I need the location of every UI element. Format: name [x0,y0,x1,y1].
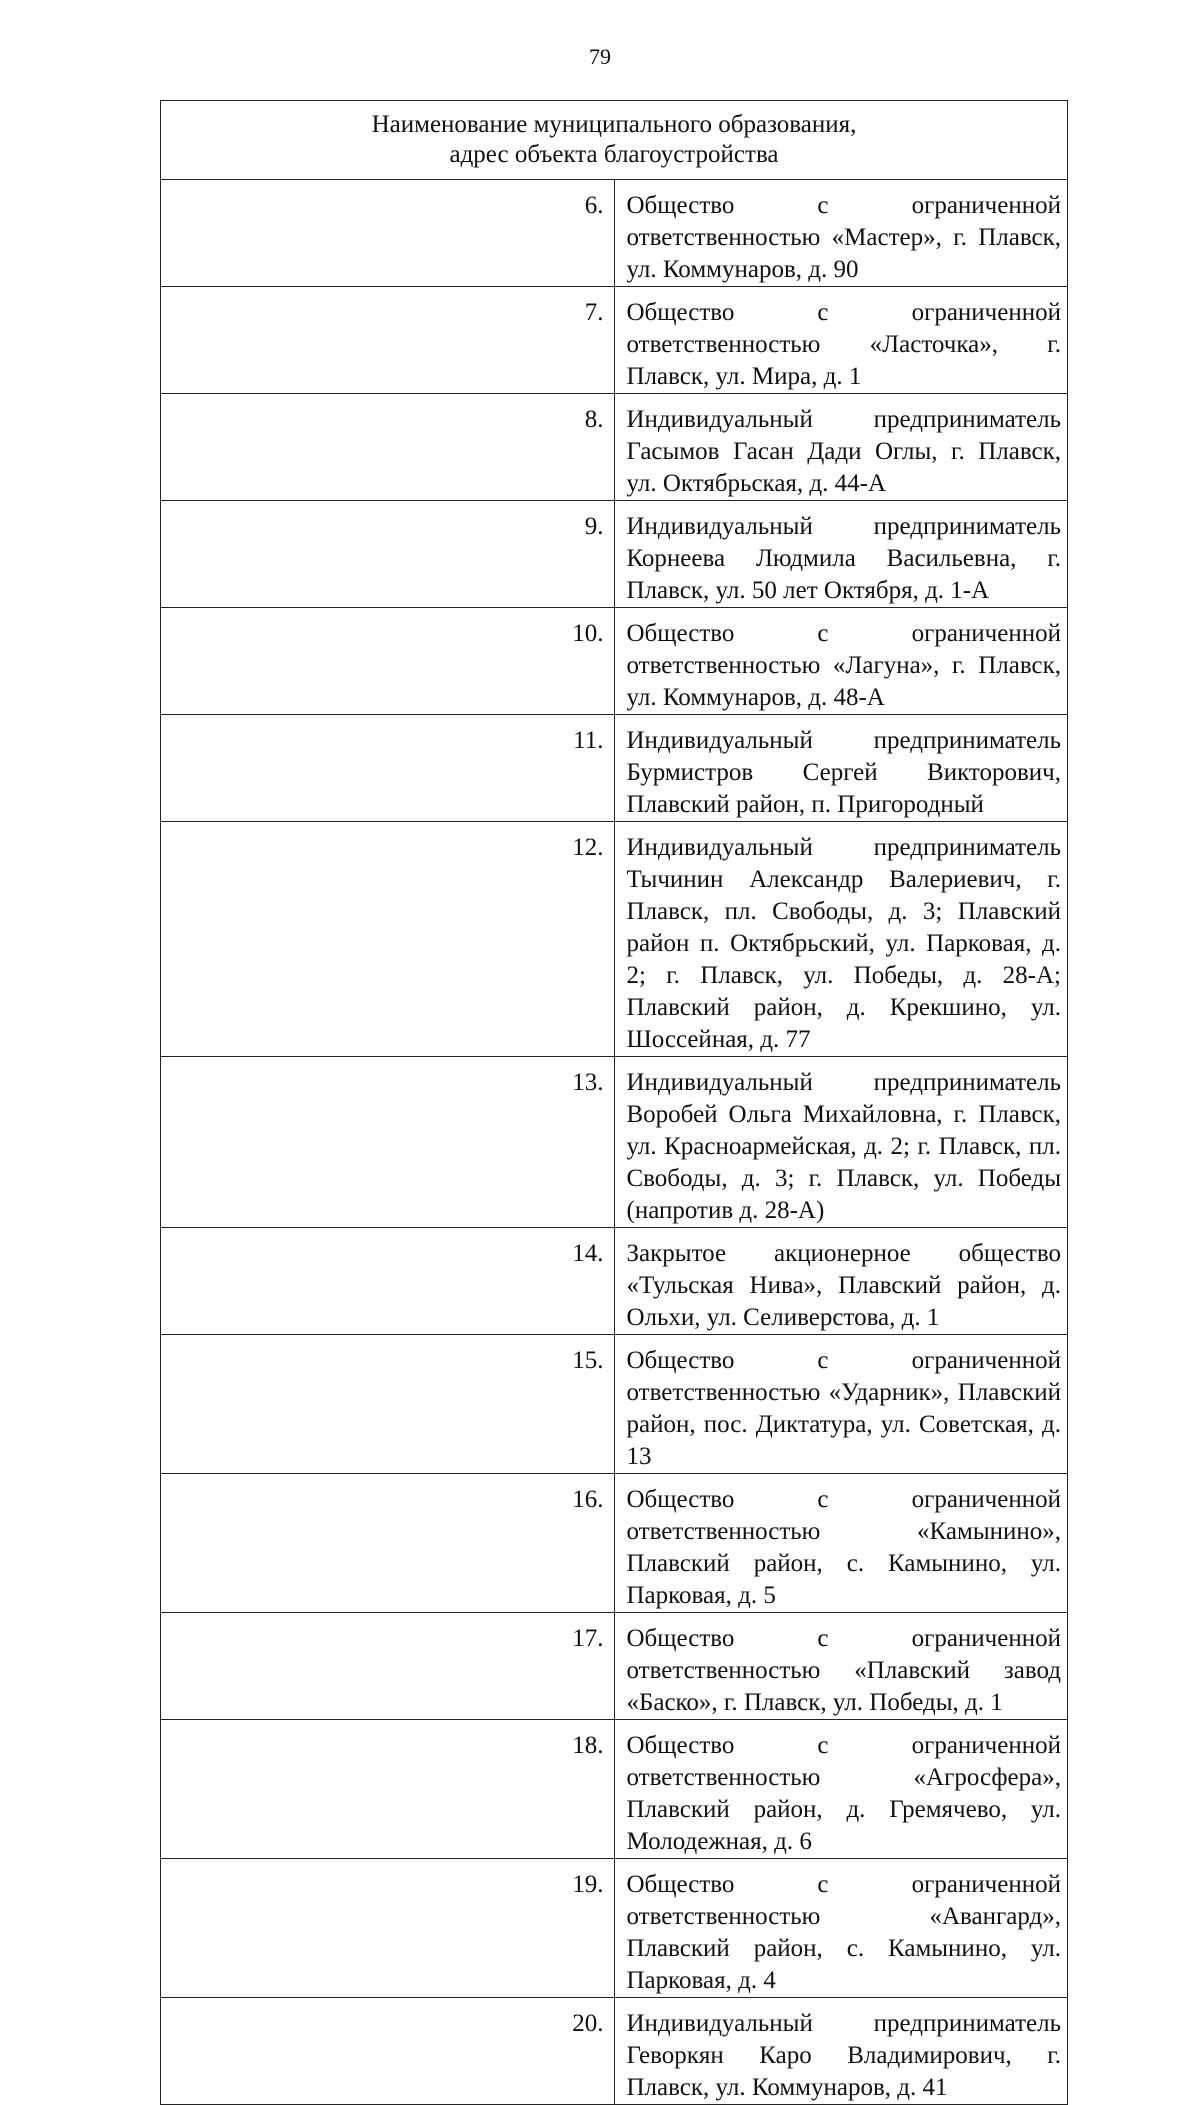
table-row [161,394,1068,501]
table-row [161,180,1068,287]
row-text: Общество с ограниченной ответственностью «Плавский завод «Баско», г. Плавск, ул. Победы, д. 1 [614,1613,1068,1720]
row-number: 17. [161,1613,615,1720]
table-row [161,1335,1068,1474]
row-number: 16. [161,1474,615,1613]
row-number: 20. [161,1998,615,2105]
table-row [161,822,1068,1057]
table-header-row [161,101,1068,180]
row-number: 7. [161,287,615,394]
table-row [161,1057,1068,1228]
table-row [161,287,1068,394]
row-number: 12. [161,822,615,1057]
row-text: Общество с ограниченной ответственностью «Ударник», Плавский район, пос. Диктатура, ул. Советская, д. 13 [614,1335,1068,1474]
row-text: Индивидуальный предприниматель Бурмистров Сергей Викторович, Плавский район, п. Пригородный [614,715,1068,822]
table-row [161,1613,1068,1720]
row-number: 13. [161,1057,615,1228]
table-row [161,1859,1068,1998]
row-text: Общество с ограниченной ответственностью «Лагуна», г. Плавск, ул. Коммунаров, д. 48-А [614,608,1068,715]
row-number: 19. [161,1859,615,1998]
table-row [161,1228,1068,1335]
table-row [161,1474,1068,1613]
row-text: Общество с ограниченной ответственностью «Ласточка», г. Плавск, ул. Мира, д. 1 [614,287,1068,394]
row-number: 18. [161,1720,615,1859]
row-number: 8. [161,394,615,501]
row-text: Общество с ограниченной ответственностью «Камынино», Плавский район, с. Камынино, ул. Парковая, д. 5 [614,1474,1068,1613]
row-number: 6. [161,180,615,287]
row-number: 11. [161,715,615,822]
registry-table [160,100,1068,2105]
table-row [161,1998,1068,2105]
row-number: 14. [161,1228,615,1335]
row-number: 10. [161,608,615,715]
row-text: Индивидуальный предприниматель Геворкян Каро Владимирович, г. Плавск, ул. Коммунаров, д. 41 [614,1998,1068,2105]
table-row [161,1720,1068,1859]
table-row [161,715,1068,822]
page-number: 79 [589,44,611,69]
row-number: 15. [161,1335,615,1474]
row-text: Общество с ограниченной ответственностью «Агросфера», Плавский район, д. Гремячево, ул. Молодежная, д. 6 [614,1720,1068,1859]
row-text: Общество с ограниченной ответственностью «Авангард», Плавский район, с. Камынино, ул. Парковая, д. 4 [614,1859,1068,1998]
table-header-cell [161,101,1068,180]
row-text: Индивидуальный предприниматель Воробей Ольга Михайловна, г. Плавск, ул. Красноармейская, д. 2; г. Плавск, пл. Свободы, д. 3; г. Плавск, ул. Победы (напротив д. 28-А) [614,1057,1068,1228]
row-text: Общество с ограниченной ответственностью «Мастер», г. Плавск, ул. Коммунаров, д. 90 [614,180,1068,287]
row-text: Индивидуальный предприниматель Корнеева Людмила Васильевна, г. Плавск, ул. 50 лет Октября, д. 1-А [614,501,1068,608]
table-row [161,608,1068,715]
row-number: 9. [161,501,615,608]
row-text: Индивидуальный предприниматель Гасымов Гасан Дади Оглы, г. Плавск, ул. Октябрьская, д. 44-А [614,394,1068,501]
header-line-2: адрес объекта благоустройства [449,141,779,168]
header-line-1: Наименование муниципального образования, [371,111,857,138]
row-text: Закрытое акционерное общество «Тульская Нива», Плавский район, д. Ольхи, ул. Селиверстова, д. 1 [614,1228,1068,1335]
row-text: Индивидуальный предприниматель Тычинин Александр Валериевич, г. Плавск, пл. Свободы, д. 3; Плавский район п. Октябрьский, ул. Парковая, д. 2; г. Плавск, ул. Победы, д. 28-А; Плавский район, д. Крекшино, ул. Шоссейная, д. 77 [614,822,1068,1057]
table-row [161,501,1068,608]
